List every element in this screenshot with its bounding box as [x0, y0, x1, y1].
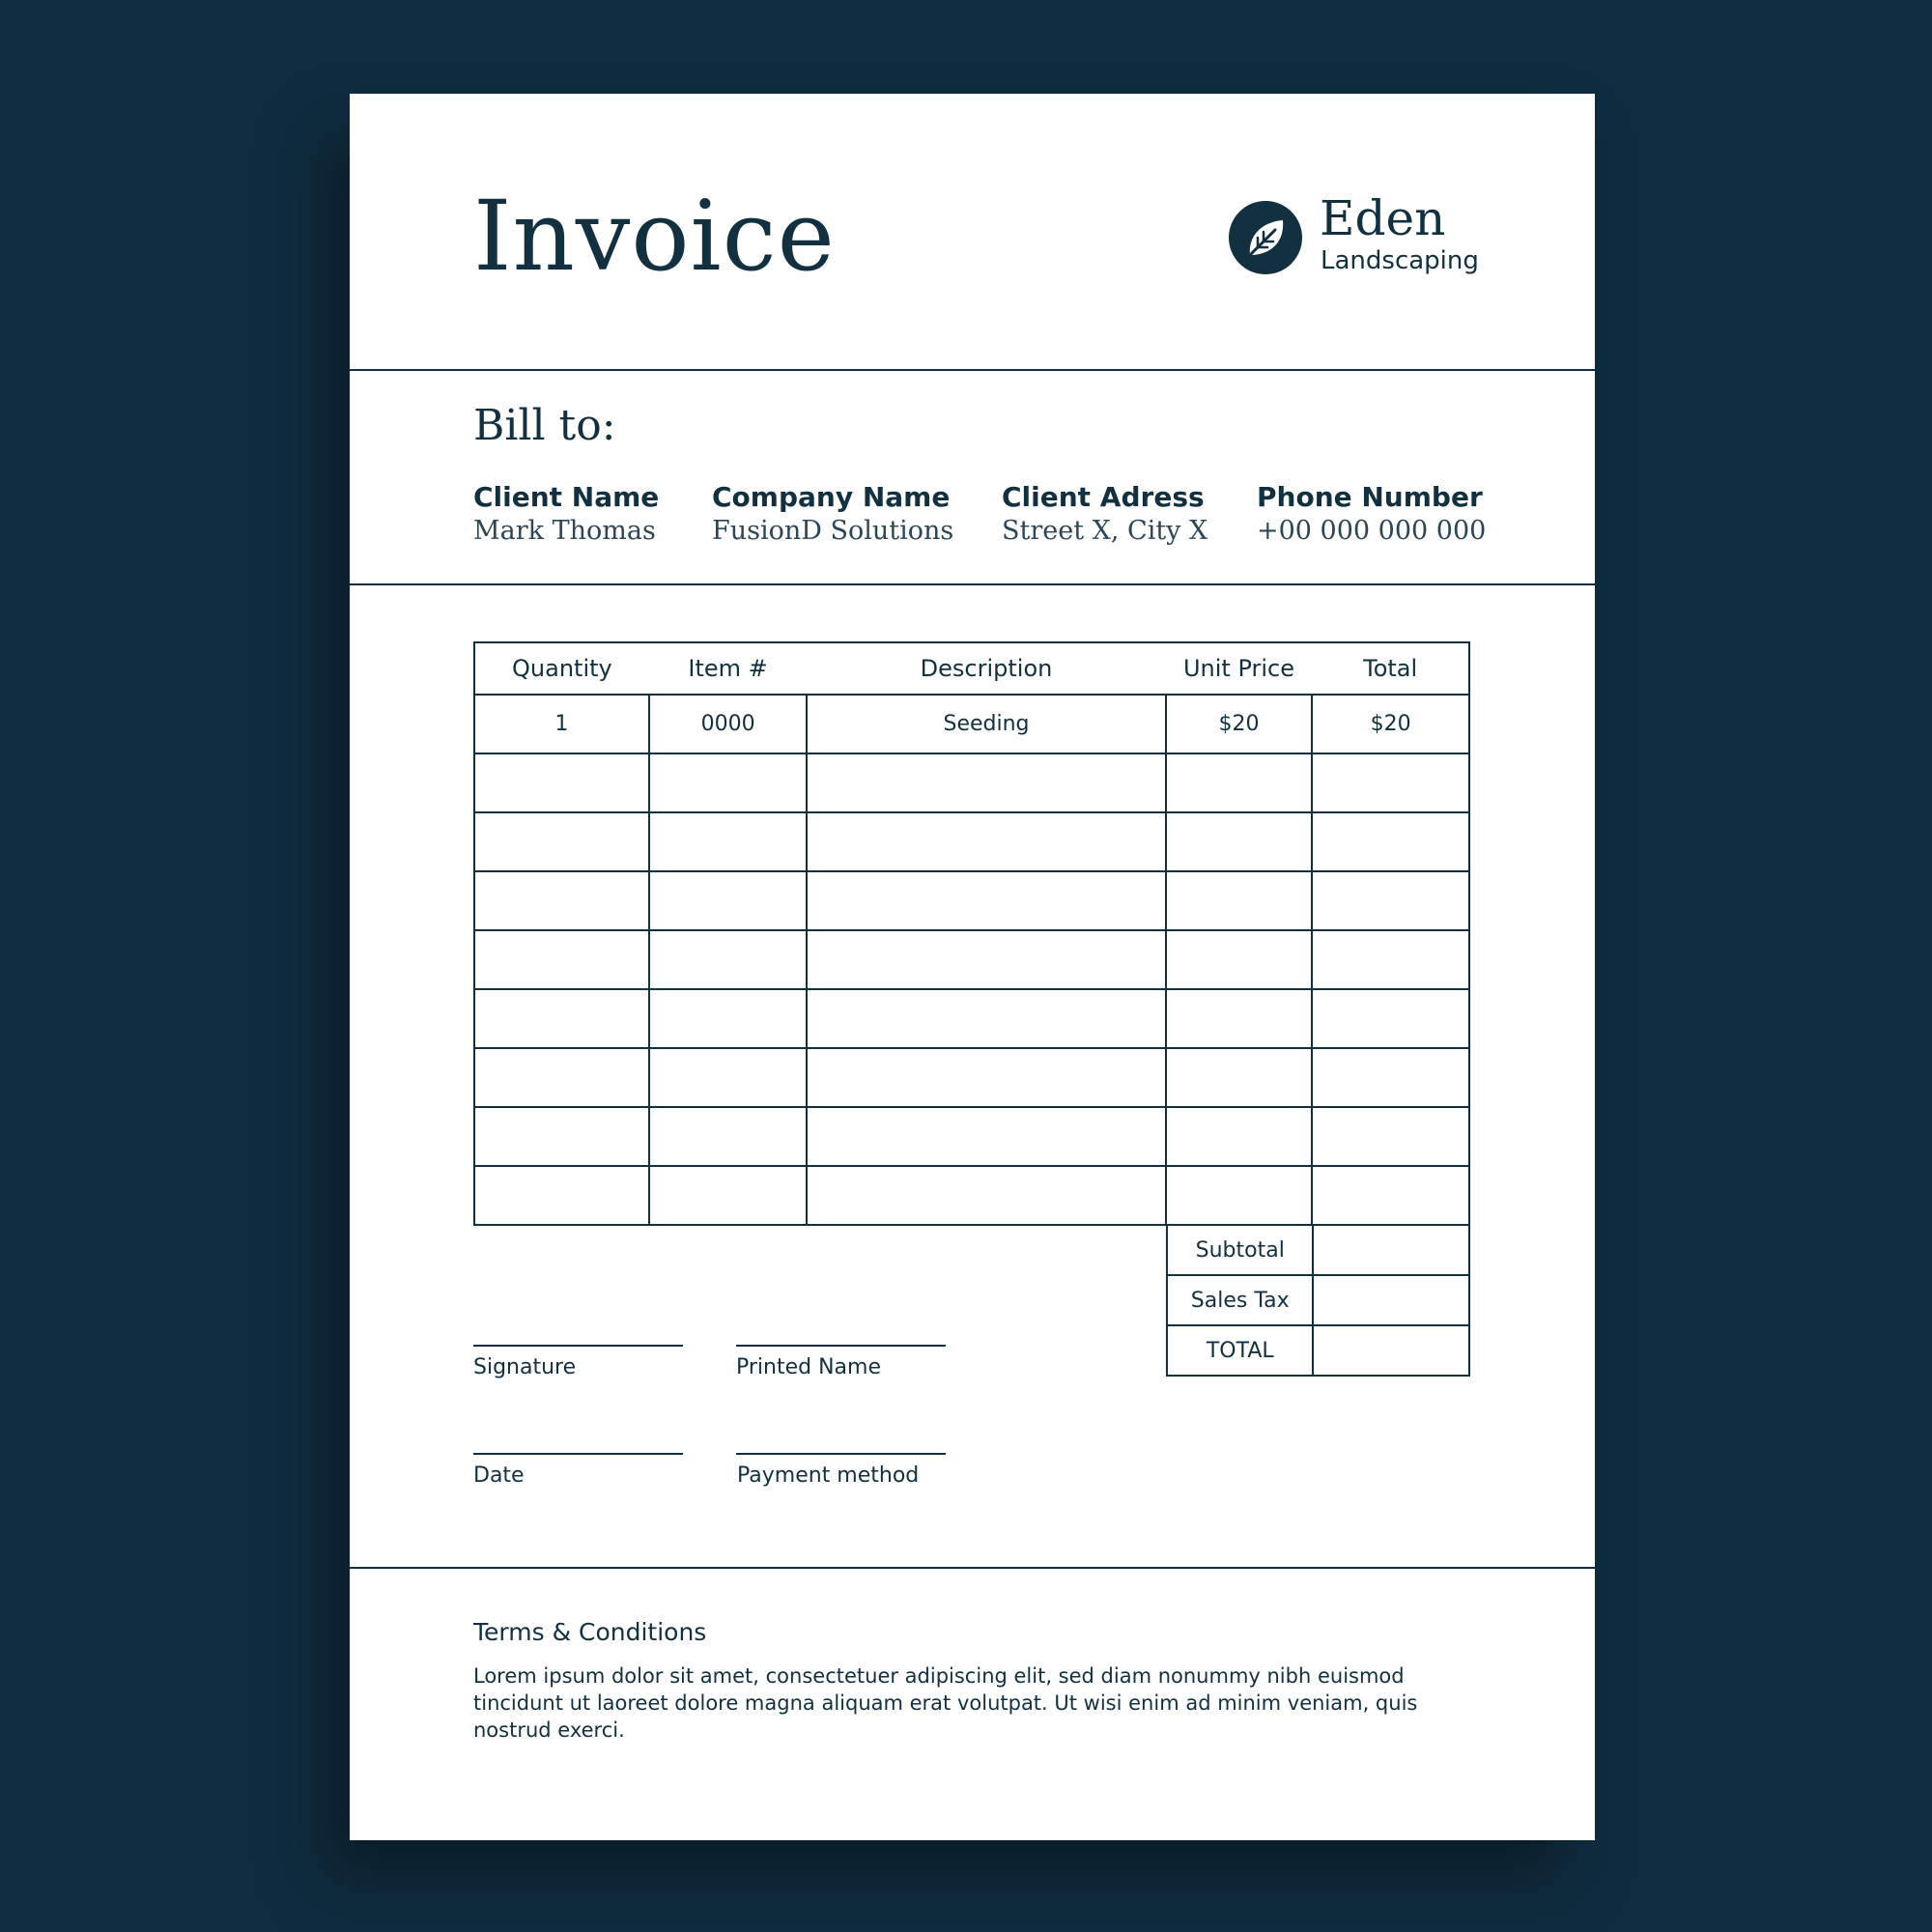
description-cell[interactable] [807, 871, 1165, 930]
description-cell[interactable]: Seeding [807, 695, 1165, 753]
bill-to-divider [350, 583, 1595, 585]
description-cell[interactable] [807, 1166, 1165, 1225]
total-cell[interactable] [1312, 930, 1469, 989]
unit-price-cell[interactable] [1166, 753, 1313, 812]
table-row [474, 753, 1469, 812]
item-number-cell[interactable] [649, 812, 808, 871]
total-cell[interactable] [1312, 1048, 1469, 1107]
total-cell[interactable] [1312, 1166, 1469, 1225]
signature-label: Signature [473, 1355, 577, 1379]
bill-to-heading: Bill to: [473, 401, 616, 450]
header-total: Total [1312, 642, 1469, 695]
table-row [474, 1048, 1469, 1107]
terms-title: Terms & Conditions [473, 1618, 707, 1646]
totals-table [1166, 1224, 1470, 1377]
items-table [473, 641, 1470, 1226]
client-address-value: Street X, City X [1002, 516, 1208, 546]
total-row [1167, 1325, 1469, 1376]
item-number-cell[interactable] [649, 1107, 808, 1166]
client-name-label: Client Name [473, 481, 660, 513]
description-cell[interactable] [807, 812, 1165, 871]
total-cell[interactable] [1312, 871, 1469, 930]
unit-price-cell[interactable] [1166, 930, 1313, 989]
subtotal-value[interactable] [1313, 1225, 1469, 1275]
unit-price-cell[interactable] [1166, 812, 1313, 871]
footer-divider [350, 1567, 1595, 1569]
total-cell[interactable] [1312, 1107, 1469, 1166]
quantity-cell[interactable]: 1 [474, 695, 649, 753]
subtotal-label: Subtotal [1167, 1225, 1313, 1275]
item-number-cell[interactable] [649, 989, 808, 1048]
quantity-cell[interactable] [474, 989, 649, 1048]
unit-price-cell[interactable]: $20 [1166, 695, 1313, 753]
brand-name: Eden [1320, 190, 1446, 246]
total-label: TOTAL [1167, 1325, 1313, 1376]
sales-tax-label: Sales Tax [1167, 1275, 1313, 1325]
unit-price-cell[interactable] [1166, 989, 1313, 1048]
sales-tax-value[interactable] [1313, 1275, 1469, 1325]
brand-tagline: Landscaping [1321, 246, 1479, 275]
phone-number-value: +00 000 000 000 [1257, 516, 1487, 546]
client-name-value: Mark Thomas [473, 516, 656, 546]
item-number-cell[interactable] [649, 1048, 808, 1107]
total-cell[interactable] [1312, 989, 1469, 1048]
sales-tax-row [1167, 1275, 1469, 1325]
payment-method-label: Payment method [737, 1463, 920, 1488]
table-row [474, 1166, 1469, 1225]
signature-line[interactable] [473, 1345, 683, 1347]
item-number-cell[interactable]: 0000 [649, 695, 808, 753]
table-row [474, 871, 1469, 930]
header-divider [350, 369, 1595, 371]
total-cell[interactable] [1312, 812, 1469, 871]
quantity-cell[interactable] [474, 1048, 649, 1107]
invoice-title: Invoice [473, 180, 836, 293]
quantity-cell[interactable] [474, 1166, 649, 1225]
quantity-cell[interactable] [474, 812, 649, 871]
description-cell[interactable] [807, 1048, 1165, 1107]
total-cell[interactable]: $20 [1312, 695, 1469, 753]
item-number-cell[interactable] [649, 753, 808, 812]
quantity-cell[interactable] [474, 1107, 649, 1166]
header-unit-price: Unit Price [1166, 642, 1313, 695]
description-cell[interactable] [807, 753, 1165, 812]
printed-name-label: Printed Name [736, 1355, 882, 1379]
quantity-cell[interactable] [474, 871, 649, 930]
date-label: Date [473, 1463, 525, 1488]
table-row [474, 989, 1469, 1048]
leaf-icon [1229, 201, 1302, 274]
description-cell[interactable] [807, 989, 1165, 1048]
table-row [474, 695, 1469, 753]
header-description: Description [807, 642, 1165, 695]
quantity-cell[interactable] [474, 930, 649, 989]
unit-price-cell[interactable] [1166, 1107, 1313, 1166]
header-quantity: Quantity [474, 642, 649, 695]
company-name-value: FusionD Solutions [712, 516, 954, 546]
total-cell[interactable] [1312, 753, 1469, 812]
phone-number-label: Phone Number [1257, 481, 1483, 513]
header-item-number: Item # [649, 642, 808, 695]
printed-name-line[interactable] [736, 1345, 946, 1347]
date-line[interactable] [473, 1453, 683, 1455]
quantity-cell[interactable] [474, 753, 649, 812]
payment-method-line[interactable] [736, 1453, 946, 1455]
description-cell[interactable] [807, 1107, 1165, 1166]
table-row [474, 930, 1469, 989]
table-header-row [474, 642, 1469, 695]
total-value[interactable] [1313, 1325, 1469, 1376]
item-number-cell[interactable] [649, 871, 808, 930]
table-row [474, 1107, 1469, 1166]
subtotal-row [1167, 1225, 1469, 1275]
terms-body: Lorem ipsum dolor sit amet, consectetuer adipiscing elit, sed diam nonummy nibh euismod tincidunt ut laoreet dolore magna aliquam erat volutpat. Ut wisi enim ad minim veniam, quis nostrud exerci. [473, 1664, 1418, 1742]
table-row [474, 812, 1469, 871]
description-cell[interactable] [807, 930, 1165, 989]
unit-price-cell[interactable] [1166, 871, 1313, 930]
item-number-cell[interactable] [649, 930, 808, 989]
item-number-cell[interactable] [649, 1166, 808, 1225]
unit-price-cell[interactable] [1166, 1048, 1313, 1107]
invoice-page [350, 94, 1595, 1840]
company-name-label: Company Name [712, 481, 951, 513]
unit-price-cell[interactable] [1166, 1166, 1313, 1225]
client-address-label: Client Adress [1002, 481, 1205, 513]
